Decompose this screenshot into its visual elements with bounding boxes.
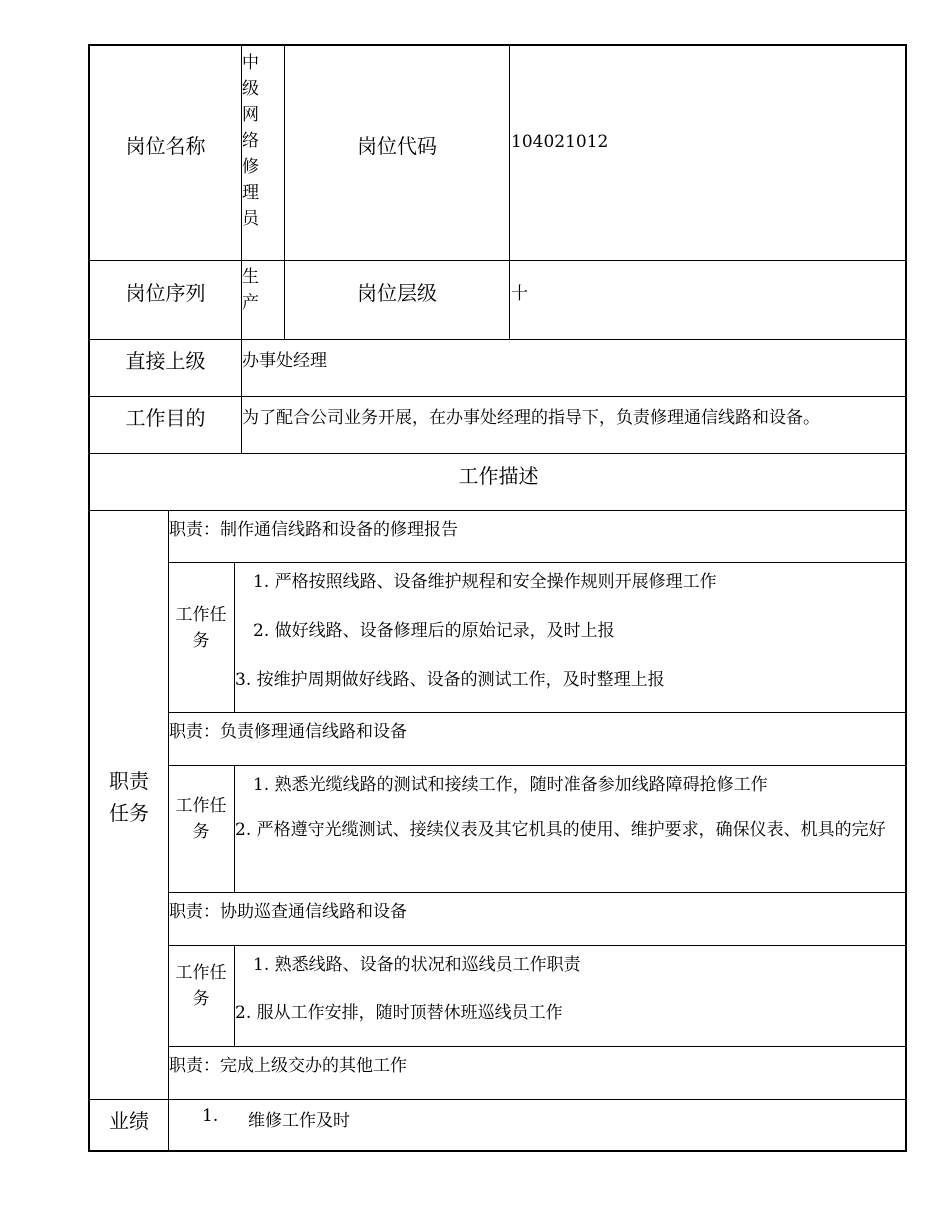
duty-title: 职责：协助巡查通信线路和设备 (169, 902, 407, 922)
row-divider (168, 712, 907, 713)
row-divider (168, 1046, 907, 1047)
purpose-label: 工作目的 (125, 406, 206, 430)
task-label: 工作任务 (175, 963, 227, 1009)
performance-item: 维修工作及时 (248, 1111, 350, 1131)
task-item: 2. 严格遵守光缆测试、接续仪表及其它机具的使用、维护要求，确保仪表、机具的完好 (235, 820, 886, 840)
task-label: 工作任务 (175, 605, 227, 651)
post-series-value: 生产 (242, 267, 259, 312)
row-divider (90, 453, 907, 454)
job-description-table (88, 44, 907, 1152)
duty-title: 职责：制作通信线路和设备的修理报告 (169, 520, 458, 540)
post-level-label: 岗位层级 (357, 281, 437, 305)
duty-title: 职责：完成上级交办的其他工作 (169, 1056, 407, 1076)
purpose-value: 为了配合公司业务开展，在办事处经理的指导下，负责修理通信线路和设备。 (242, 408, 820, 428)
task-item: 2. 做好线路、设备修理后的原始记录，及时上报 (253, 621, 615, 641)
col-divider (234, 945, 235, 1046)
row-divider (90, 260, 907, 261)
row-divider (90, 1099, 907, 1100)
col-divider (509, 46, 510, 339)
row-divider (168, 892, 907, 893)
task-label: 工作任务 (175, 796, 227, 842)
row-divider (90, 339, 907, 340)
supervisor-label: 直接上级 (125, 349, 206, 373)
work-description-title: 工作描述 (458, 464, 539, 488)
task-item: 1. 严格按照线路、设备维护规程和安全操作规则开展修理工作 (253, 572, 717, 592)
post-name-value: 中级网络修理员 (242, 53, 259, 229)
row-divider (168, 765, 907, 766)
row-divider (168, 945, 907, 946)
post-level-value: 十 (511, 284, 528, 304)
row-divider (90, 396, 907, 397)
post-code-label: 岗位代码 (357, 134, 437, 158)
post-name-label: 岗位名称 (125, 134, 206, 158)
post-series-label: 岗位序列 (125, 281, 206, 305)
task-item: 1. 熟悉光缆线路的测试和接续工作，随时准备参加线路障碍抢修工作 (253, 775, 768, 795)
post-code-value: 104021012 (511, 132, 609, 152)
task-item: 1. 熟悉线路、设备的状况和巡线员工作职责 (253, 955, 581, 975)
supervisor-value: 办事处经理 (242, 351, 327, 371)
performance-label: 业绩 (109, 1109, 149, 1133)
row-divider (90, 510, 907, 511)
performance-number: 1. (202, 1106, 219, 1126)
task-item: 3. 按维护周期做好线路、设备的测试工作，及时整理上报 (235, 670, 665, 690)
duties-label: 职责任务 (109, 769, 149, 825)
row-divider (168, 562, 907, 563)
task-item: 2. 服从工作安排，随时顶替休班巡线员工作 (235, 1003, 563, 1023)
duty-title: 职责：负责修理通信线路和设备 (169, 722, 407, 742)
